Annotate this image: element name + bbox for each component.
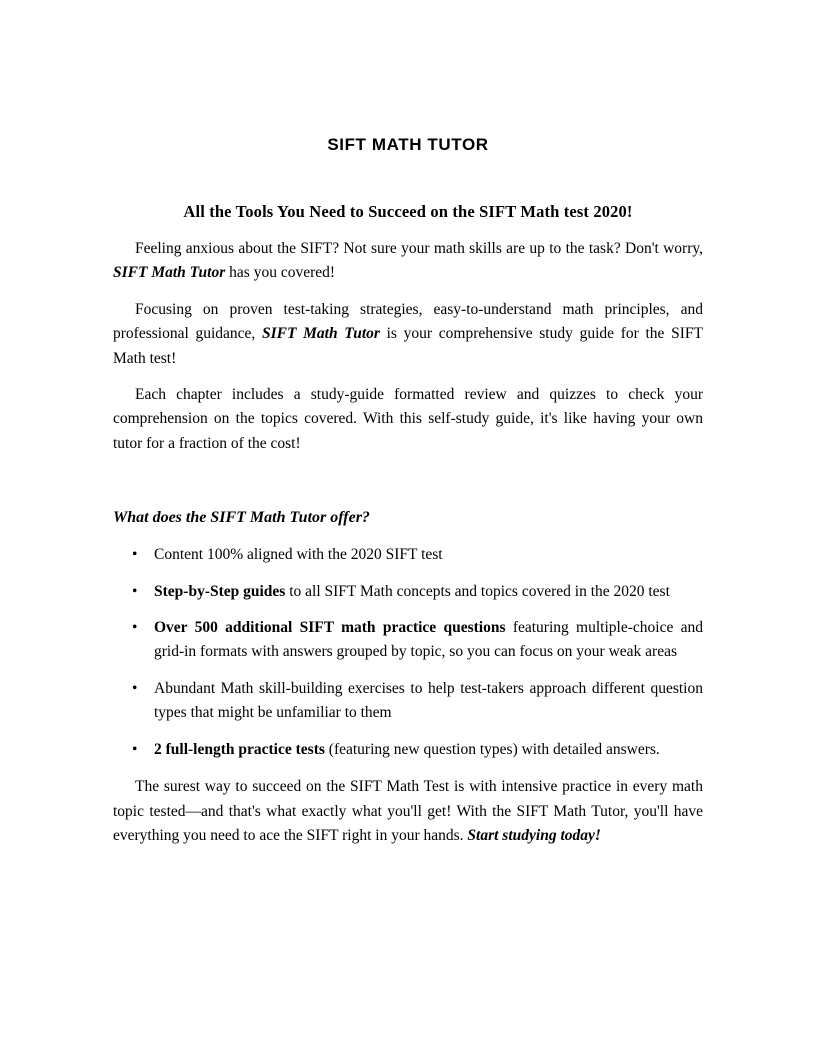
list-item bbox=[113, 543, 703, 567]
list-item-text bbox=[154, 619, 703, 660]
text-run: 2 full-length practice tests bbox=[154, 740, 325, 758]
text-run: Step-by-Step guides bbox=[154, 582, 286, 600]
text-run: Focusing on proven test-taking strategies, easy-to-understand math principles, and professional guidance, bbox=[113, 300, 703, 343]
text-run: (featuring new question types) with detailed answers. bbox=[324, 740, 660, 758]
paragraph-intro bbox=[113, 223, 703, 286]
text-run: Each chapter includes a study-guide formatted review and quizzes to check your comprehension on the topics covered. With this self-study guide, it's like having your own tutor for a fraction of the cost! bbox=[113, 386, 703, 452]
list-item bbox=[113, 616, 703, 665]
features-list bbox=[113, 529, 703, 762]
text-run: Feeling anxious about the SIFT? Not sure your math skills are up to the task? Don't worry, bbox=[135, 240, 703, 257]
paragraph-closing bbox=[113, 762, 703, 848]
document-subtitle: All the Tools You Need to Succeed on the SIFT Math test 2020! bbox=[183, 202, 633, 221]
text-run: Start studying today! bbox=[467, 826, 601, 844]
bullet-icon: • bbox=[132, 740, 138, 758]
text-run: SIFT Math Tutor bbox=[261, 325, 380, 343]
page-title: SIFT MATH TUTOR bbox=[327, 135, 489, 154]
document-content bbox=[113, 0, 703, 848]
list-item-text bbox=[154, 583, 670, 600]
paragraph-focus bbox=[113, 286, 703, 371]
list-item-text bbox=[154, 741, 660, 758]
list-item bbox=[113, 580, 703, 604]
section-heading-offer: What does the SIFT Math Tutor offer? bbox=[113, 509, 370, 527]
bullet-icon: • bbox=[132, 619, 138, 637]
paragraph-chapters bbox=[113, 371, 703, 456]
text-run: Over 500 additional SIFT math practice questions bbox=[154, 619, 506, 637]
list-item-text bbox=[154, 680, 703, 721]
bullet-icon: • bbox=[132, 679, 138, 697]
text-run: Content 100% aligned with the 2020 SIFT test bbox=[154, 546, 443, 564]
text-run: Abundant Math skill-building exercises to help test-takers approach different question types that might be unfamiliar to them bbox=[154, 679, 703, 722]
text-run: has you covered! bbox=[225, 264, 336, 282]
list-item bbox=[113, 738, 703, 762]
text-run: SIFT Math Tutor bbox=[113, 264, 226, 282]
list-item bbox=[113, 677, 703, 726]
list-item-text bbox=[154, 546, 443, 563]
bullet-icon: • bbox=[132, 546, 138, 564]
text-run: is your comprehensive study guide for the SIFT Math test! bbox=[113, 325, 703, 367]
text-run: featuring multiple-choice and grid-in formats with answers grouped by topic, so you can focus on your weak areas bbox=[154, 619, 703, 661]
text-run: The surest way to succeed on the SIFT Math Test is with intensive practice in every math topic tested—and that's what exactly what you'll get! With the SIFT Math Tutor, you'll have everything you need to ace the SIFT right in your hands. bbox=[113, 778, 703, 844]
text-run: to all SIFT Math concepts and topics covered in the 2020 test bbox=[285, 582, 670, 600]
bullet-icon: • bbox=[132, 582, 138, 600]
